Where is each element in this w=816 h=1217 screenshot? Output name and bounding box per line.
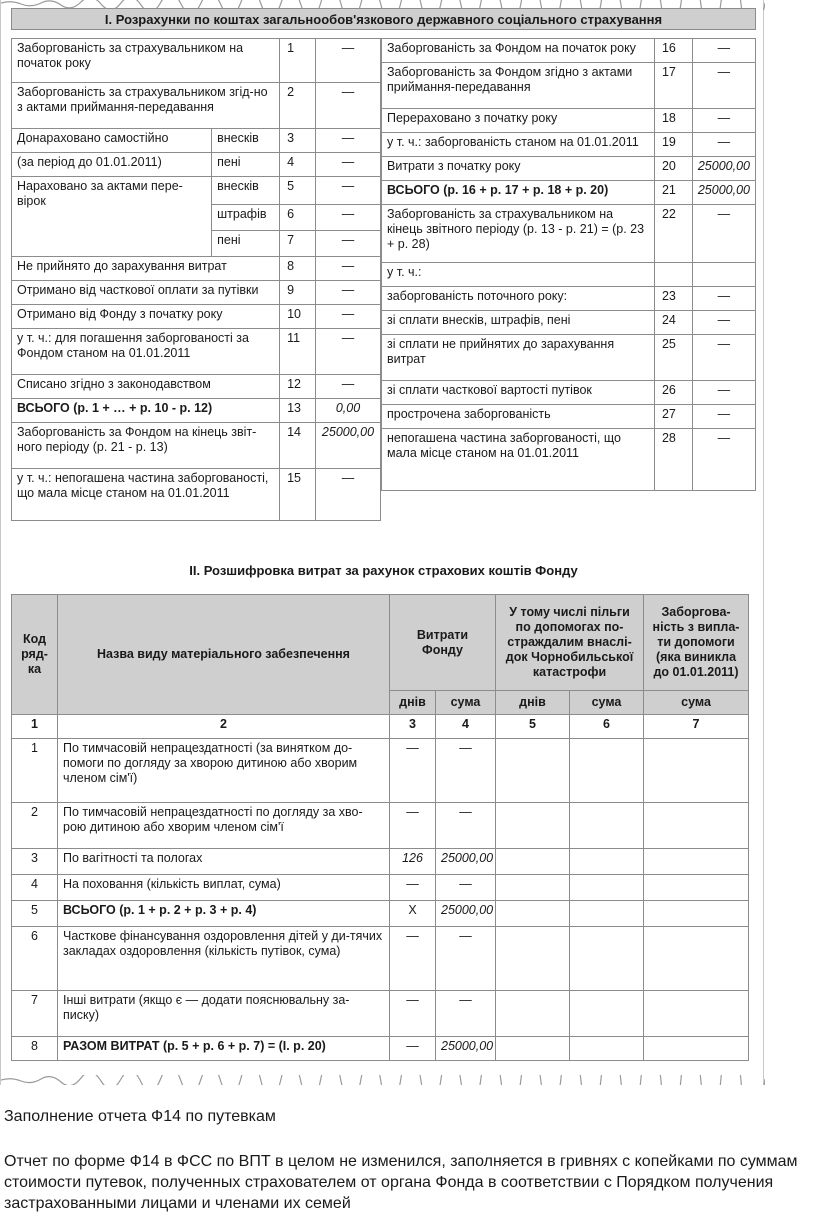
torn-edge-bottom	[1, 1075, 765, 1085]
table-row	[12, 1037, 749, 1061]
column-number: 4	[436, 715, 496, 739]
right-row	[382, 133, 756, 157]
row-label: Списано згідно з законодавством	[12, 375, 280, 399]
row-code: 21	[654, 181, 692, 205]
row-label: Не прийнято до зарахування витрат	[12, 257, 280, 281]
cell-empty	[496, 739, 570, 803]
row-value: —	[692, 133, 755, 157]
table-row	[12, 803, 749, 849]
cell-empty	[496, 927, 570, 991]
row-label: зі сплати часткової вартості путівок	[382, 381, 655, 405]
cell-name: По вагітності та пологах	[58, 849, 390, 875]
row-label: Отримано від Фонду з початку року	[12, 305, 280, 329]
row-code: 23	[654, 287, 692, 311]
cell-empty	[570, 739, 644, 803]
column-number: 5	[496, 715, 570, 739]
row-label: Заборгованість за страхувальником на початок року	[12, 39, 280, 83]
row-value: —	[316, 231, 381, 257]
row-value: —	[316, 257, 381, 281]
header-name: Назва виду матеріального забезпечення	[58, 595, 390, 715]
row-label: Заборгованість за страхувальником на кінець звітного періоду (р. 13 - р. 21) = (р. 23 + р. 28)	[382, 205, 655, 263]
left-row	[12, 177, 381, 205]
row-value: 25000,00	[692, 157, 755, 181]
row-value: —	[692, 287, 755, 311]
header-code: Код ряд-ка	[12, 595, 58, 715]
cell-sum: —	[436, 991, 496, 1037]
cell-name: По тимчасовій непрацездатності (за винятком до-помоги по догляду за хворою дитиною або хворим членом сім'ї)	[58, 739, 390, 803]
row-label: прострочена заборгованість	[382, 405, 655, 429]
cell-days: —	[390, 1037, 436, 1061]
cell-empty	[644, 739, 749, 803]
row-code: 9	[280, 281, 316, 305]
row-label: Отримано від часткової оплати за путівки	[12, 281, 280, 305]
cell-name: ВСЬОГО (р. 1 + р. 2 + р. 3 + р. 4)	[58, 901, 390, 927]
row-code: 8	[280, 257, 316, 281]
row-code: 4	[280, 153, 316, 177]
row-code: 18	[654, 109, 692, 133]
row-sublabel: внесків	[212, 129, 280, 153]
row-code: 17	[654, 63, 692, 109]
row-code: 27	[654, 405, 692, 429]
row-value: —	[692, 63, 755, 109]
cell-sum: —	[436, 803, 496, 849]
header-fund-expenses: Витрати Фонду	[390, 595, 496, 691]
cell-sum: 25000,00	[436, 1037, 496, 1061]
row-value: —	[692, 311, 755, 335]
row-code: 2	[280, 83, 316, 129]
section-2-table	[11, 594, 749, 1061]
row-code: 19	[654, 133, 692, 157]
row-value: —	[316, 153, 381, 177]
cell-name: Інші витрати (якщо є — додати пояснювальну за-писку)	[58, 991, 390, 1037]
row-code: 12	[280, 375, 316, 399]
table-row	[12, 901, 749, 927]
row-label: Заборгованість за страхувальником згід-но з актами приймання-передавання	[12, 83, 280, 129]
right-row	[382, 287, 756, 311]
row-label: заборгованість поточного року:	[382, 287, 655, 311]
row-sublabel: пені	[212, 153, 280, 177]
cell-code: 4	[12, 875, 58, 901]
header-days: днів	[390, 691, 436, 715]
left-row	[12, 281, 381, 305]
row-label: у т. ч.: непогашена частина заборгованості, що мала місце станом на 01.01.2011	[12, 469, 280, 521]
row-value: —	[316, 469, 381, 521]
row-code: 20	[654, 157, 692, 181]
section-1-right-table	[381, 38, 756, 491]
cell-empty	[570, 927, 644, 991]
cell-code: 3	[12, 849, 58, 875]
cell-days: —	[390, 739, 436, 803]
left-row	[12, 399, 381, 423]
right-row	[382, 39, 756, 63]
left-row	[12, 129, 381, 153]
row-sublabel: пені	[212, 231, 280, 257]
left-row	[12, 83, 381, 129]
cell-empty	[644, 849, 749, 875]
row-label: у т. ч.:	[382, 263, 655, 287]
row-code: 13	[280, 399, 316, 423]
row-value: —	[316, 305, 381, 329]
row-code: 28	[654, 429, 692, 491]
cell-empty	[570, 875, 644, 901]
left-row	[12, 469, 381, 521]
section-2-title: II. Розшифровка витрат за рахунок страхових коштів Фонду	[11, 560, 756, 582]
row-value: —	[316, 177, 381, 205]
cell-days: —	[390, 991, 436, 1037]
cell-empty	[644, 1037, 749, 1061]
left-row	[12, 305, 381, 329]
row-sublabel: штрафів	[212, 205, 280, 231]
left-row	[12, 257, 381, 281]
right-row	[382, 181, 756, 205]
row-value: —	[316, 281, 381, 305]
left-row	[12, 423, 381, 469]
row-code: 5	[280, 177, 316, 205]
cell-name: Часткове фінансування оздоровлення дітей у ди-тячих закладах оздоровлення (кількість путівок, сума)	[58, 927, 390, 991]
header-days-2: днів	[496, 691, 570, 715]
row-code: 14	[280, 423, 316, 469]
row-value: —	[692, 109, 755, 133]
section-1	[11, 8, 756, 30]
row-value: —	[316, 329, 381, 375]
row-value: —	[692, 335, 755, 381]
row-code: 10	[280, 305, 316, 329]
cell-name: На поховання (кількість виплат, сума)	[58, 875, 390, 901]
cell-days: —	[390, 927, 436, 991]
row-value: —	[692, 205, 755, 263]
cell-empty	[496, 991, 570, 1037]
right-row	[382, 381, 756, 405]
row-code: 16	[654, 39, 692, 63]
cell-code: 1	[12, 739, 58, 803]
cell-sum: —	[436, 739, 496, 803]
row-label: Заборгованість за Фондом на початок року	[382, 39, 655, 63]
row-value: 0,00	[316, 399, 381, 423]
cell-empty	[644, 927, 749, 991]
left-row	[12, 329, 381, 375]
row-label: у т. ч.: заборгованість станом на 01.01.2011	[382, 133, 655, 157]
right-row	[382, 429, 756, 491]
row-code: 15	[280, 469, 316, 521]
row-code	[654, 263, 692, 287]
right-row	[382, 205, 756, 263]
row-value: 25000,00	[692, 181, 755, 205]
row-value: 25000,00	[316, 423, 381, 469]
row-label: зі сплати внесків, штрафів, пені	[382, 311, 655, 335]
right-row	[382, 405, 756, 429]
cell-days: X	[390, 901, 436, 927]
row-label: ВСЬОГО (р. 16 + р. 17 + р. 18 + р. 20)	[382, 181, 655, 205]
row-label: непогашена частина заборгованості, що мала місце станом на 01.01.2011	[382, 429, 655, 491]
cell-empty	[570, 1037, 644, 1061]
table-row	[12, 927, 749, 991]
cell-code: 6	[12, 927, 58, 991]
row-code: 3	[280, 129, 316, 153]
paragraph: Отчет по форме Ф14 в ФСС по ВПТ в целом не изменился, заполняется в гривнях с копейками по суммам стоимости путевок, полученных страхователем от органа Фонда в соответствии с Порядком получения застрахованными лицами и членами их семей	[4, 1153, 798, 1212]
left-row	[12, 375, 381, 399]
cell-empty	[570, 901, 644, 927]
row-value: —	[316, 129, 381, 153]
cell-sum: —	[436, 875, 496, 901]
table-row	[12, 849, 749, 875]
table-row	[12, 739, 749, 803]
column-number: 6	[570, 715, 644, 739]
header-chornobyl: У тому числі пільги по допомогах по-страждалим внаслі-док Чорнобильської катастрофи	[496, 595, 644, 691]
column-number: 2	[58, 715, 390, 739]
row-code: 7	[280, 231, 316, 257]
cell-code: 5	[12, 901, 58, 927]
row-label: Витрати з початку року	[382, 157, 655, 181]
row-label: (за період до 01.01.2011)	[12, 153, 212, 177]
row-value	[692, 263, 755, 287]
cell-empty	[644, 991, 749, 1037]
header-sum-2: сума	[570, 691, 644, 715]
cell-empty	[644, 901, 749, 927]
cell-name: РАЗОМ ВИТРАТ (р. 5 + р. 6 + р. 7) = (I. р. 20)	[58, 1037, 390, 1061]
row-label: Заборгованість за Фондом на кінець звіт-ного періоду (р. 21 - р. 13)	[12, 423, 280, 469]
cell-empty	[496, 803, 570, 849]
cell-days: —	[390, 803, 436, 849]
right-row	[382, 157, 756, 181]
row-value: —	[692, 405, 755, 429]
cell-empty	[570, 991, 644, 1037]
row-value: —	[316, 39, 381, 83]
row-sublabel: внесків	[212, 177, 280, 205]
row-label: зі сплати не прийнятих до зарахування витрат	[382, 335, 655, 381]
left-row	[12, 153, 381, 177]
cell-empty	[496, 875, 570, 901]
right-row	[382, 335, 756, 381]
cell-days: —	[390, 875, 436, 901]
cell-empty	[496, 901, 570, 927]
cell-empty	[570, 803, 644, 849]
cell-code: 7	[12, 991, 58, 1037]
right-row	[382, 63, 756, 109]
column-number: 3	[390, 715, 436, 739]
caption: Заполнение отчета Ф14 по путевкам	[4, 1108, 276, 1125]
row-value: —	[316, 375, 381, 399]
column-number: 7	[644, 715, 749, 739]
right-row	[382, 109, 756, 133]
cell-code: 8	[12, 1037, 58, 1061]
row-label: Нараховано за актами пере-вірок	[12, 177, 212, 257]
row-label: Заборгованість за Фондом згідно з актами приймання-передавання	[382, 63, 655, 109]
row-label: у т. ч.: для погашення заборгованості за Фондом станом на 01.01.2011	[12, 329, 280, 375]
table-row	[12, 991, 749, 1037]
row-value: —	[692, 39, 755, 63]
cell-empty	[496, 1037, 570, 1061]
row-code: 25	[654, 335, 692, 381]
cell-days: 126	[390, 849, 436, 875]
cell-empty	[644, 875, 749, 901]
cell-name: По тимчасовій непрацездатності по догляду за хво-рою дитиною або хворим членом сім'ї	[58, 803, 390, 849]
right-row	[382, 311, 756, 335]
row-code: 22	[654, 205, 692, 263]
header-sum-3: сума	[644, 691, 749, 715]
cell-empty	[644, 803, 749, 849]
cell-sum: 25000,00	[436, 901, 496, 927]
row-code: 26	[654, 381, 692, 405]
cell-sum: 25000,00	[436, 849, 496, 875]
column-number: 1	[12, 715, 58, 739]
cell-empty	[496, 849, 570, 875]
row-label: Перераховано з початку року	[382, 109, 655, 133]
cell-sum: —	[436, 927, 496, 991]
table-row	[12, 875, 749, 901]
row-value: —	[316, 83, 381, 129]
row-label: ВСЬОГО (р. 1 + … + р. 10 - р. 12)	[12, 399, 280, 423]
row-code: 11	[280, 329, 316, 375]
row-label: Донараховано самостійно	[12, 129, 212, 153]
section-1-left-table	[11, 38, 381, 521]
row-code: 24	[654, 311, 692, 335]
header-sum: сума	[436, 691, 496, 715]
row-value: —	[692, 429, 755, 491]
section-1-title: I. Розрахунки по коштах загальнообов'язкового державного соціального страхування	[11, 8, 756, 30]
right-row	[382, 263, 756, 287]
row-code: 1	[280, 39, 316, 83]
header-debt: Заборгова-ність з випла-ти допомоги (яка виникла до 01.01.2011)	[644, 595, 749, 691]
row-value: —	[692, 381, 755, 405]
row-code: 6	[280, 205, 316, 231]
left-row	[12, 39, 381, 83]
row-value: —	[316, 205, 381, 231]
cell-code: 2	[12, 803, 58, 849]
cell-empty	[570, 849, 644, 875]
